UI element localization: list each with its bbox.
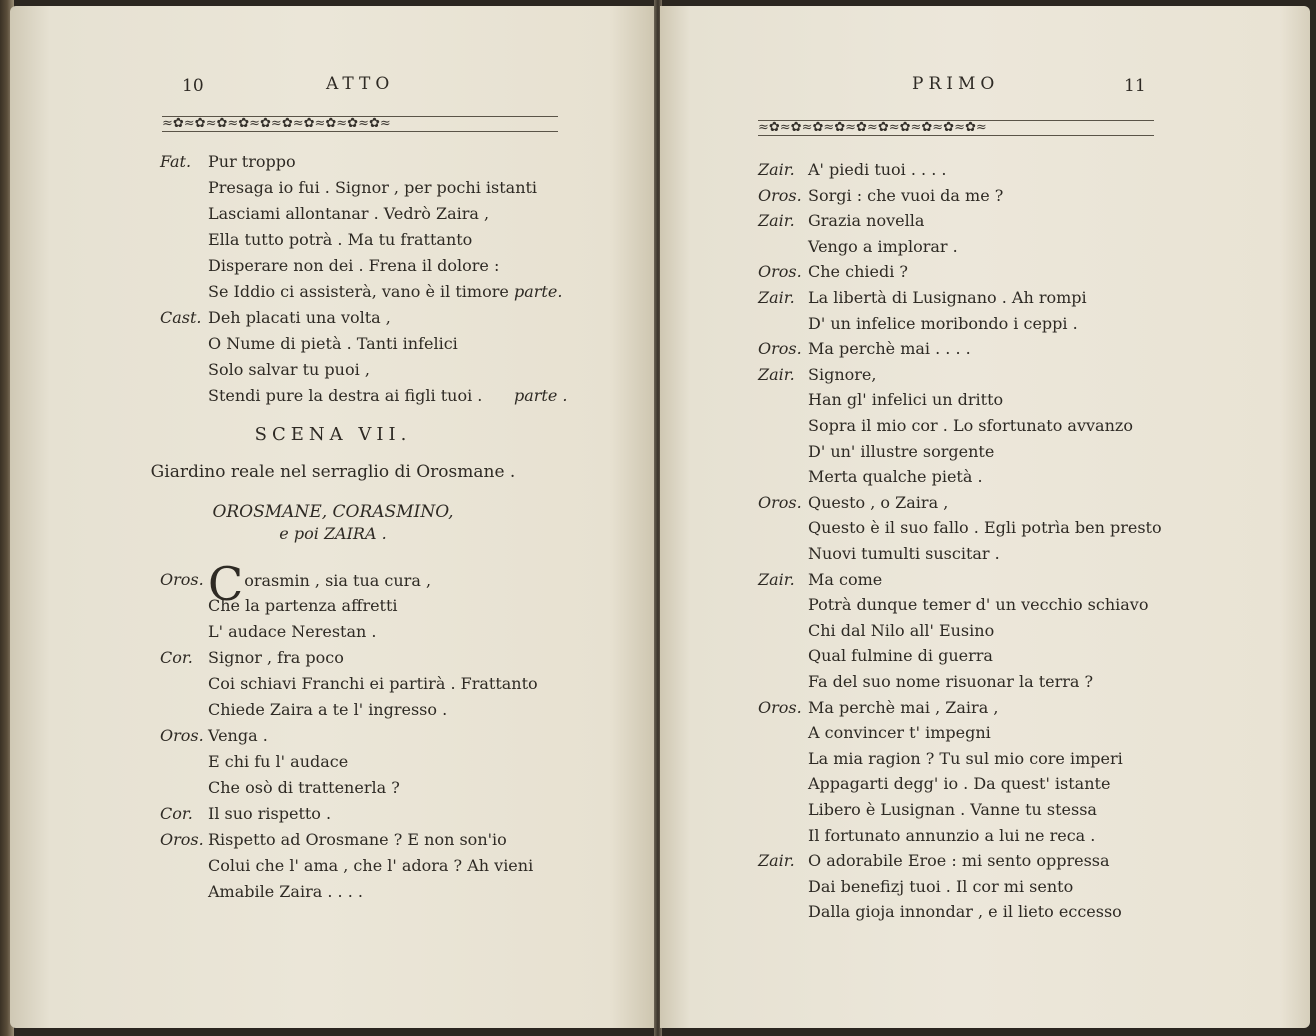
- verse-text: Sorgi : che vuoi da me ?: [808, 185, 1004, 205]
- verse-line: [208, 360, 370, 380]
- verse-text: Ella tutto potrà . Ma tu frattanto: [208, 230, 473, 249]
- verse-line: [808, 160, 946, 180]
- verse-line: [808, 544, 1000, 564]
- verse-text: Se Iddio ci assisterà, vano è il timore .: [208, 282, 519, 301]
- verse-text: La mia ragion ? Tu sul mio core imperi: [808, 748, 1123, 768]
- verse-text: O adorabile Eroe : mi sento oppressa: [808, 851, 1110, 871]
- verse-text: Libero è Lusignan . Vanne tu stessa: [808, 800, 1097, 819]
- verse-text: Deh placati una volta ,: [208, 308, 391, 327]
- verse-text: Presaga io fui . Signor , per pochi istanti: [208, 178, 538, 197]
- verse-text: Colui che l' ama , che l' adora ? Ah vieni: [208, 856, 534, 875]
- verse-text: Pur troppo: [208, 152, 296, 171]
- verse-line: [208, 386, 482, 406]
- verse-text: Signor , fra poco: [208, 648, 344, 667]
- running-head-left: ATTO: [326, 74, 395, 94]
- verse-text: Ma come: [808, 569, 883, 589]
- verse-line: [208, 752, 348, 772]
- verse-line: [208, 282, 519, 302]
- verse-line: [208, 674, 538, 694]
- verse-text: La libertà di Lusignano . Ah rompi: [808, 288, 1087, 307]
- verse-line: [208, 204, 489, 224]
- verse-line: [808, 442, 994, 462]
- verse-text: Appagarti degg' io . Da quest' istante: [808, 774, 1111, 794]
- verse-text: Dai benefizj tuoi . Il cor mi sento: [808, 876, 1074, 896]
- verse-text: Signore,: [808, 364, 877, 384]
- characters-name: ZAIRA .: [323, 524, 387, 543]
- verse-line: [208, 230, 472, 250]
- verse-line: [808, 416, 1133, 436]
- speaker-label: Oros.: [160, 830, 204, 849]
- drop-cap: C: [208, 557, 244, 611]
- running-head-right: PRIMO: [912, 74, 1000, 94]
- right-page: [660, 6, 1310, 1028]
- scene-characters-line2: [10, 524, 656, 543]
- scene-characters: OROSMANE, CORASMINO,: [212, 502, 454, 522]
- speaker-label: Oros.: [758, 339, 802, 359]
- verse-text: Ma perchè mai . . . .: [808, 339, 971, 359]
- verse-text: E chi fu l' audace: [208, 752, 349, 771]
- scene-setting: Giardino reale nel serraglio di Orosmane .: [150, 462, 516, 482]
- speaker-label: Zair.: [758, 851, 795, 871]
- verse-line: [808, 518, 1162, 538]
- verse-text: Potrà dunque temer d' un vecchio schiavo: [808, 595, 1149, 615]
- characters-prefix: e poi: [279, 524, 319, 543]
- verse-line: [208, 830, 507, 850]
- verse-line: [808, 262, 908, 282]
- verse-line: [808, 467, 983, 487]
- verse-text: Sopra il mio cor . Lo sfortunato avvanzo: [808, 416, 1133, 435]
- verse-line: [808, 237, 958, 257]
- speaker-label: Fat.: [160, 152, 192, 171]
- speaker-label: Oros.: [758, 697, 802, 717]
- stage-direction: parte .: [514, 386, 568, 405]
- verse-text: D' un infelice moribondo i ceppi .: [808, 313, 1078, 333]
- verse-line: [808, 365, 876, 385]
- speaker-label: Zair.: [758, 211, 795, 231]
- verse-text: Stendi pure la destra ai figli tuoi .: [208, 386, 483, 405]
- verse-line: [808, 621, 994, 641]
- verse-text: Chi dal Nilo all' Eusino: [808, 620, 995, 640]
- verse-line: [808, 877, 1073, 897]
- verse-text: Qual fulmine di guerra: [808, 646, 993, 666]
- left-page: [10, 6, 656, 1028]
- verse-line: [208, 700, 447, 720]
- verse-line: [808, 595, 1148, 615]
- verse-text: orasmin , sia tua cura ,: [244, 571, 432, 590]
- verse-line: [208, 622, 377, 642]
- verse-text: Il suo rispetto .: [208, 804, 332, 823]
- verse-text: Ma perchè mai , Zaira ,: [808, 697, 999, 717]
- verse-line: [808, 493, 948, 513]
- verse-line: [208, 334, 458, 354]
- verse-line: [808, 774, 1110, 794]
- verse-line: [808, 723, 991, 743]
- verse-text: Il fortunato annunzio a lui ne reca .: [808, 825, 1096, 845]
- verse-text: Rispetto ad Orosmane ? E non son'io: [208, 830, 507, 849]
- verse-line: [208, 648, 344, 668]
- verse-line: [208, 804, 331, 824]
- verse-line: [208, 882, 363, 902]
- verse-line: [208, 778, 400, 798]
- verse-line: [208, 596, 398, 616]
- verse-line: [808, 646, 993, 666]
- verse-text: Dalla gioja innondar , e il lieto eccesso: [808, 902, 1122, 922]
- verse-line: [208, 308, 391, 328]
- verse-text: Nuovi tumulti suscitar .: [808, 544, 1000, 563]
- speaker-label: Oros.: [758, 185, 802, 205]
- verse-line: [208, 178, 537, 198]
- verse-text: Grazia novella: [808, 211, 925, 231]
- verse-text: A convincer t' impegni: [808, 723, 991, 743]
- verse-line: [208, 152, 296, 172]
- verse-text: Venga .: [208, 726, 268, 745]
- verse-line: [808, 749, 1123, 769]
- verse-text: L' audace Nerestan .: [208, 622, 377, 641]
- verse-line: [808, 570, 882, 590]
- verse-line: [808, 800, 1097, 820]
- stage-direction: parte.: [514, 282, 563, 301]
- verse-line: [208, 856, 533, 876]
- speaker-label: Zair.: [758, 364, 795, 384]
- speaker-label: Oros.: [758, 262, 802, 282]
- verse-text: Coi schiavi Franchi ei partirà . Frattanto: [208, 674, 538, 693]
- verse-text: O Nume di pietà . Tanti infelici: [208, 334, 458, 353]
- scene-heading: SCENA VII.: [254, 424, 412, 445]
- speaker-label: Zair.: [758, 569, 795, 589]
- speaker-label: Cor.: [160, 648, 193, 667]
- verse-line: [808, 851, 1110, 871]
- verse-text: Fa del suo nome risuonar la terra ?: [808, 672, 1094, 691]
- verse-line: [208, 726, 268, 746]
- verse-text: Questo è il suo fallo . Egli potrìa ben presto: [808, 518, 1162, 538]
- verse-text: Che chiedi ?: [808, 262, 908, 282]
- verse-text: Che osò di trattenerla ?: [208, 778, 400, 797]
- verse-line: [808, 902, 1122, 922]
- speaker-label: Oros.: [758, 492, 802, 512]
- verse-text: Vengo a implorar .: [808, 236, 958, 256]
- verse-line: [808, 288, 1087, 308]
- verse-line: [208, 256, 499, 276]
- speaker-label: Oros.: [160, 570, 204, 589]
- ornament-rule-right: ≈✿≈✿≈✿≈✿≈✿≈✿≈✿≈✿≈✿≈✿≈: [758, 120, 1154, 136]
- verse-line: [808, 339, 971, 359]
- page-number-right: 11: [1124, 76, 1146, 96]
- speaker-label: Cast.: [160, 308, 202, 327]
- verse-line: [808, 672, 1093, 692]
- speaker-label: Zair.: [758, 288, 795, 307]
- verse-line: [808, 211, 924, 231]
- verse-text: Lasciami allontanar . Vedrò Zaira ,: [208, 204, 490, 223]
- verse-text: Solo salvar tu puoi ,: [208, 360, 370, 379]
- verse-text: Merta qualche pietà .: [808, 467, 983, 487]
- verse-line: [808, 698, 998, 718]
- verse-text: A' piedi tuoi . . . .: [808, 160, 947, 179]
- page-number-left: 10: [182, 76, 204, 96]
- ornament-rule-left: ≈✿≈✿≈✿≈✿≈✿≈✿≈✿≈✿≈✿≈✿≈: [162, 116, 558, 132]
- verse-line: [808, 390, 1003, 410]
- verse-text: Disperare non dei . Frena il dolore :: [208, 256, 500, 275]
- verse-line: [808, 186, 1003, 206]
- verse-text: Chiede Zaira a te l' ingresso .: [208, 700, 448, 719]
- verse-line: [808, 314, 1078, 334]
- verse-text: Questo , o Zaira ,: [808, 492, 949, 512]
- verse-line: [808, 826, 1095, 846]
- speaker-label: Zair.: [758, 160, 795, 179]
- verse-text: Amabile Zaira . . . .: [208, 882, 363, 901]
- verse-text: Che la partenza affretti: [208, 596, 398, 615]
- verse-text: D' un' illustre sorgente: [808, 441, 995, 461]
- verse-text: Han gl' infelici un dritto: [808, 390, 1004, 410]
- speaker-label: Cor.: [160, 804, 193, 823]
- speaker-label: Oros.: [160, 726, 204, 745]
